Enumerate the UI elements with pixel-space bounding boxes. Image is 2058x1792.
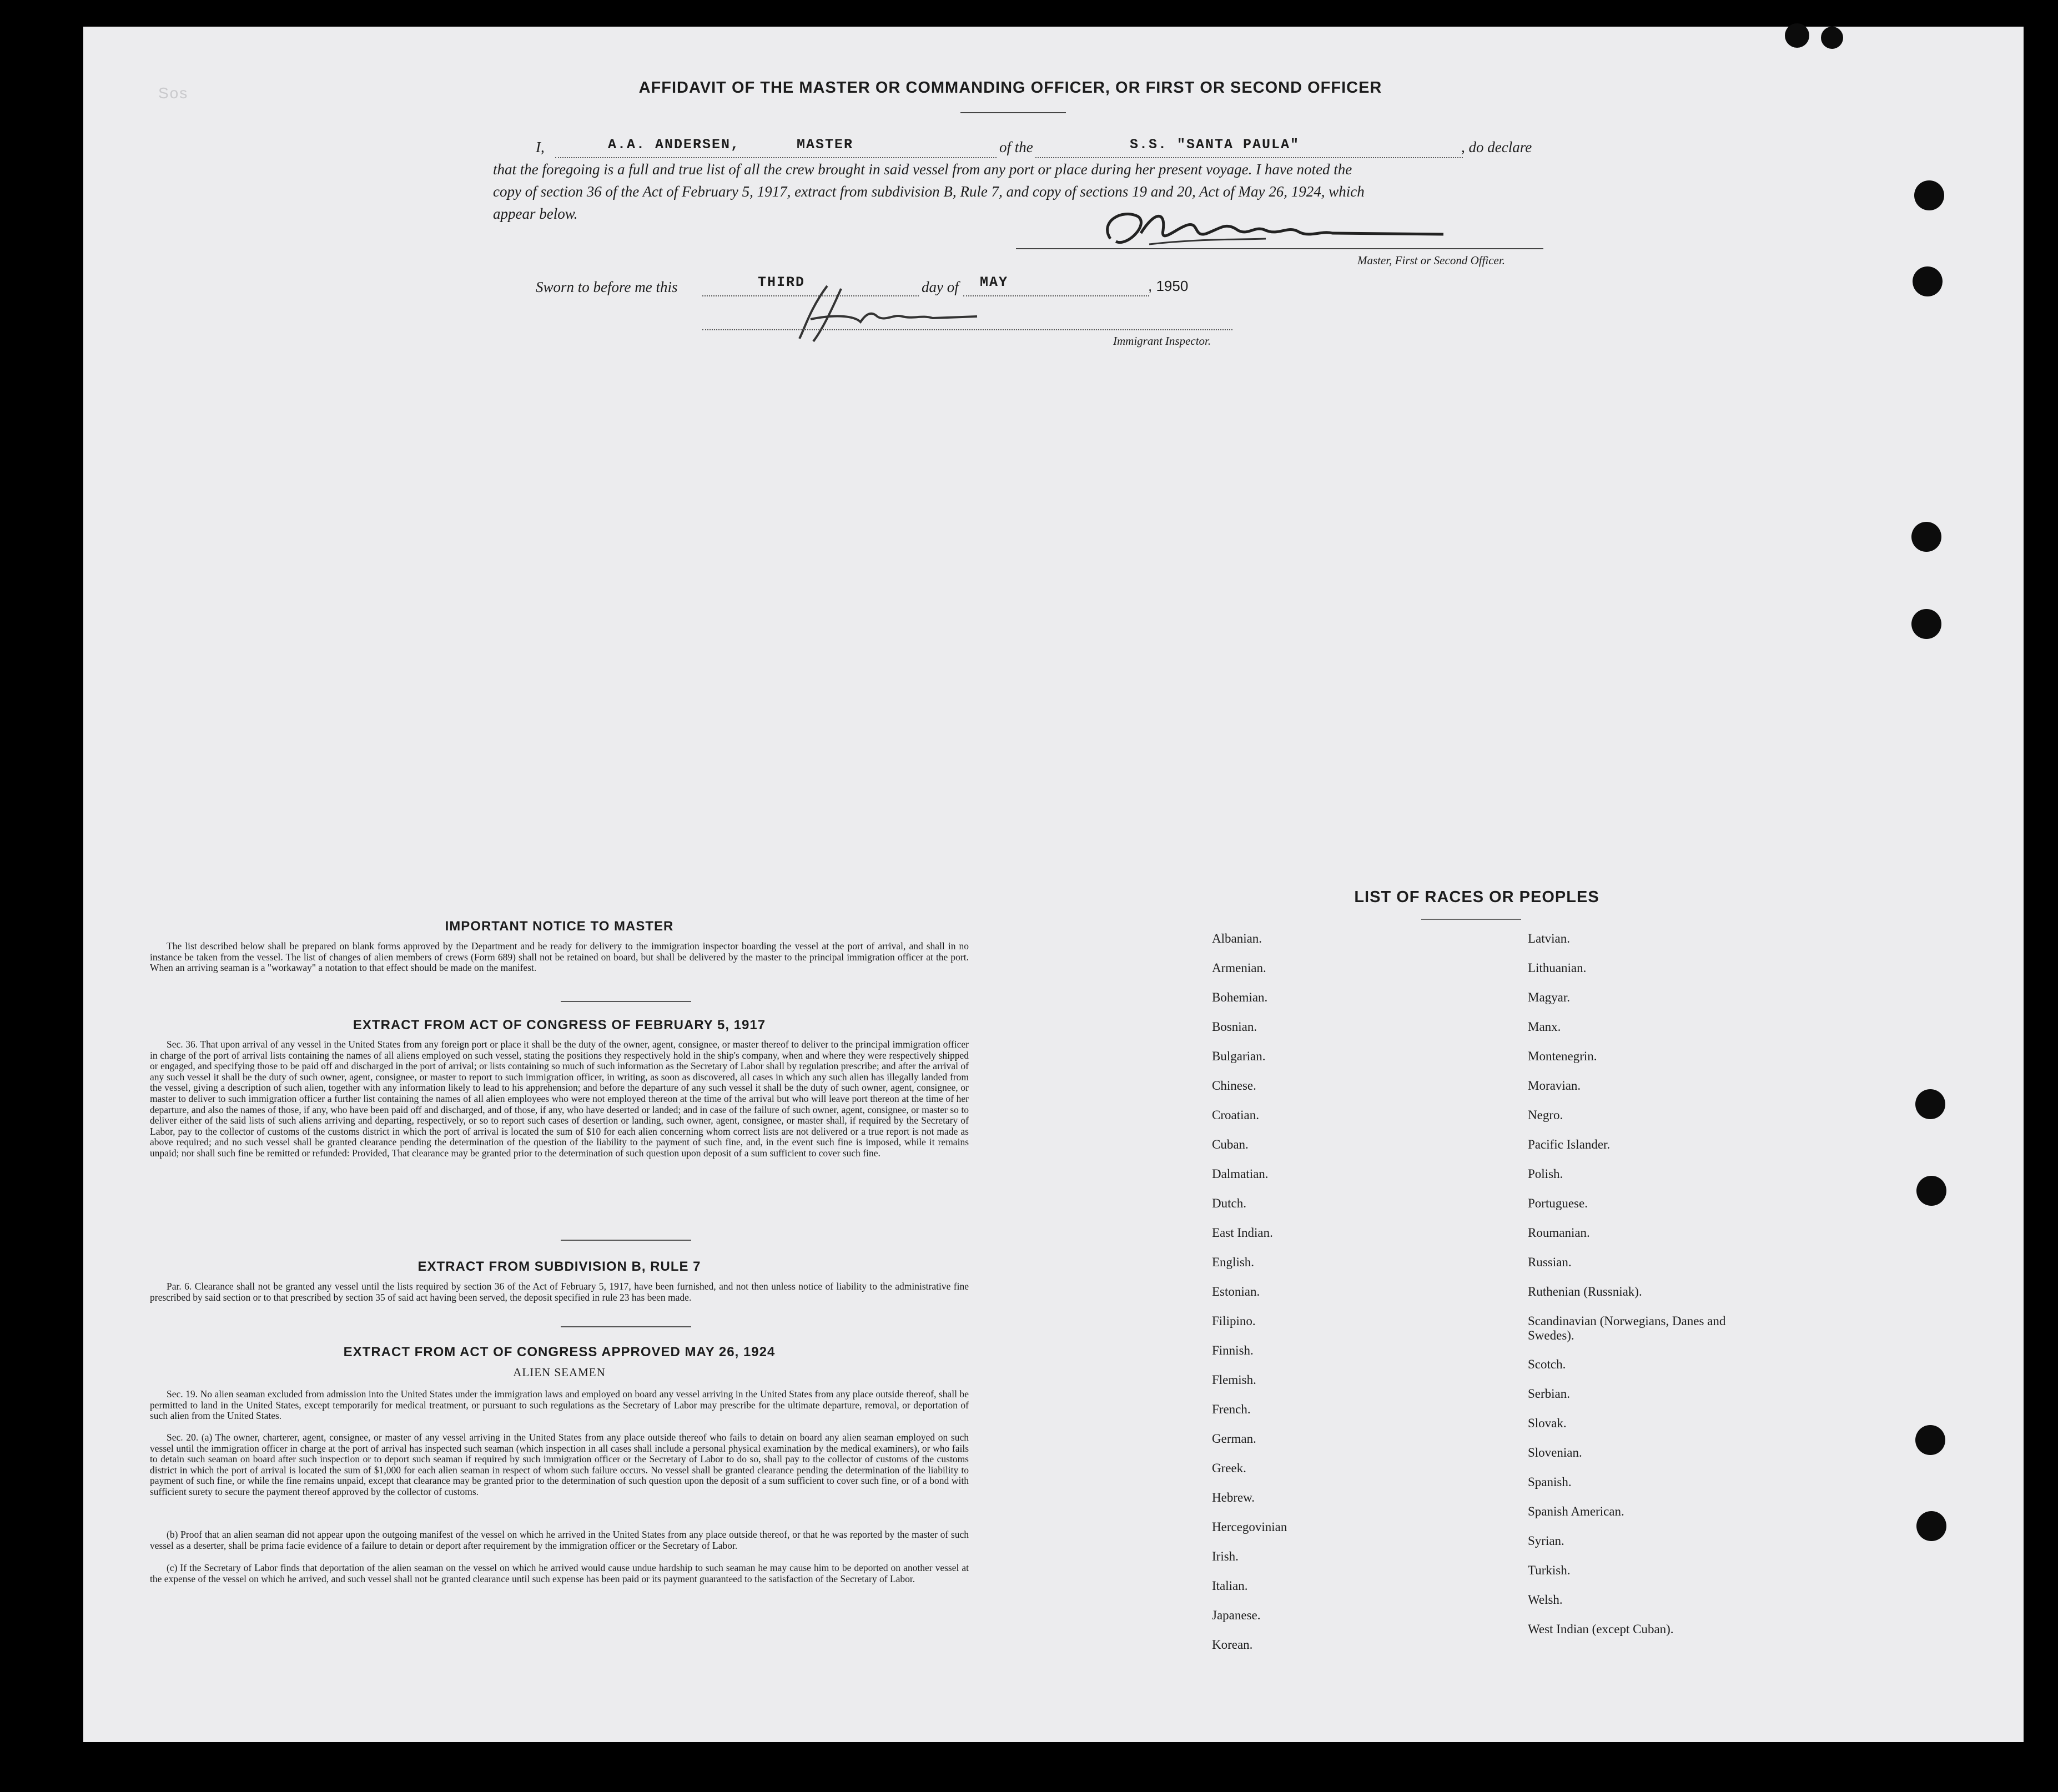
declaration-pronoun: I,	[536, 139, 545, 155]
race-item: East Indian.	[1212, 1226, 1273, 1240]
extract-1924-section-20b: (b) Proof that an alien seaman did not appear upon the outgoing manifest of the vessel on which he arrived in the United States from any place outside thereof, or that he was reported by the master of such vessel as a deserter, shall be prima facie evidence of a failure to detain or deport after requirement by the immigration officer or the Secretary of Labor.	[150, 1529, 969, 1551]
punch-hole	[1915, 1089, 1945, 1119]
punch-hole	[1916, 1176, 1946, 1206]
race-item: Greek.	[1212, 1461, 1246, 1475]
title-rule	[960, 112, 1066, 113]
notice-divider	[561, 1001, 691, 1002]
top-right-punch-mark	[1821, 27, 1843, 49]
extract-1924-section-20c: (c) If the Secretary of Labor finds that deportation of the alien seaman on the vessel on which he arrived would cause undue hardship to such seaman he may cause him to be deported on another vessel at the expense of the vessel on which he arrived, and such vessel shall not be granted clearance until such expense has been paid or its payment guaranteed to the satisfaction of the Secretary of Labor.	[150, 1562, 969, 1584]
punch-hole	[1911, 609, 1941, 639]
declaration-line-3: copy of section 36 of the Act of February 5, 1917, extract from subdivision B, Rule 7, and copy of sections 19 and 20, Act of May 26, 1924, which	[493, 183, 1365, 200]
notice-body: The list described below shall be prepared on blank forms approved by the Department and be ready for delivery to the immigration inspector boarding the vessel at the port of arrival, and shall in no instance be taken from the vessel. The list of changes of alien members of crews (Form 689) shall not be retained on board, but shall be delivered by the master to the principal immigration officer at the port. When an arriving seaman is a "workaway" a notation to that effect should be made on the manifest.	[150, 940, 969, 974]
race-item: Filipino.	[1212, 1314, 1256, 1328]
race-item: West Indian (except Cuban).	[1528, 1622, 1674, 1636]
race-item: Slovak.	[1528, 1416, 1567, 1430]
master-signature	[1088, 200, 1466, 261]
race-item: Portuguese.	[1528, 1196, 1588, 1210]
race-item: Croatian.	[1212, 1108, 1259, 1122]
notice-title: IMPORTANT NOTICE TO MASTER	[445, 919, 674, 934]
race-item: Irish.	[1212, 1549, 1239, 1563]
extract-1917-title: EXTRACT FROM ACT OF CONGRESS OF FEBRUARY 5, 1917	[353, 1018, 766, 1033]
vessel-name: S.S. "SANTA PAULA"	[1130, 137, 1300, 153]
race-item: Chinese.	[1212, 1079, 1256, 1093]
extract-1924-section-19: Sec. 19. No alien seaman excluded from admission into the United States under the immigration laws and employed on board any vessel arriving in the United States from any place outside thereof, shall be permitted to land in the United States, except temporarily for medical treatment, or pursuant to such regulations as the Secretary of Labor may prescribe for the ultimate departure, removal, or deportation of such alien from the United States.	[150, 1388, 969, 1422]
race-item: Bulgarian.	[1212, 1049, 1266, 1063]
race-item: Syrian.	[1528, 1534, 1564, 1548]
race-item: Estonian.	[1212, 1285, 1260, 1298]
vessel-blank	[1035, 157, 1463, 158]
punch-hole	[1914, 180, 1944, 210]
race-item: Italian.	[1212, 1579, 1248, 1593]
name-blank	[555, 157, 997, 158]
punch-hole	[1916, 1511, 1946, 1541]
master-signature-line	[1016, 248, 1543, 249]
do-declare-label: , do declare	[1461, 139, 1532, 155]
race-item: Welsh.	[1528, 1593, 1563, 1607]
inspector-signature	[788, 275, 988, 347]
race-item: Spanish American.	[1528, 1504, 1624, 1518]
declaration-line-4: appear below.	[493, 205, 578, 222]
extract-1917-body: Sec. 36. That upon arrival of any vessel in the United States from any foreign port or place it shall be the duty of the owner, agent, consignee, or master thereof to deliver to the principal immigration officer in charge of the port of arrival lists containing the names of all aliens employed on such vessel, stating the positions they respectively hold in the ship's company, when and where they were respectively shipped or engaged, and specifying those to be paid off and discharged in the port of arrival; or lists containing so much of such information as the Secretary of Labor shall by regulation prescribe; and after the arrival of any such vessel it shall be the duty of such owner, agent, consignee, or master to report to such immigration officer, in writing, as soon as discovered, all cases in which any such alien has illegally landed from the vessel, giving a description of such alien, together with any information likely to lead to his apprehension; and before the departure of any such vessel it shall be the duty of such owner, agent, consignee, or master to deliver to such immigration officer a further list containing the names of all alien employees who were not employed thereon at the time of the arrival but who will leave port thereon at the time of her departure, and also the names of those, if any, who have been paid off and discharged, and of those, if any, who have deserted or landed; and in case of the failure of such owner, agent, consignee, or master so to deliver either of the said lists of such aliens arriving and departing, respectively, or so to report such cases of desertion or landing, such owner, agent, consignee, or master shall, if required by the Secretary of Labor, pay to the collector of customs of the customs district in which the port of arrival is located the sum of $10 for each alien concerning whom correct lists are not delivered or a true report is not made as above required; and no such vessel shall be granted clearance pending the determination of the question of the liability to the payment of such fine, and, in the event such fine is imposed, while it remains unpaid; nor shall such fine be remitted or refunded: Provided, That clearance may be granted prior to the determination of such question upon deposit of a sum sufficient to cover such fine.	[150, 1039, 969, 1159]
race-item: Magyar.	[1528, 990, 1571, 1004]
subdivision-b-divider	[561, 1326, 691, 1327]
race-item: Dutch.	[1212, 1196, 1246, 1210]
of-the-label: of the	[999, 139, 1033, 155]
race-item: Albanian.	[1212, 932, 1262, 945]
inspector-signature-line	[702, 329, 1232, 330]
corner-mark: Sos	[158, 84, 189, 102]
sworn-prefix: Sworn to before me this	[536, 279, 678, 295]
race-item: German.	[1212, 1432, 1256, 1446]
officer-name: A.A. ANDERSEN,	[608, 137, 741, 153]
declaration-line-2: that the foregoing is a full and true list of all the crew brought in said vessel from any port or place during her present voyage. I have noted the	[493, 161, 1352, 178]
race-item: Manx.	[1528, 1020, 1561, 1034]
top-right-punch-mark	[1785, 23, 1809, 48]
sworn-year: , 1950	[1148, 278, 1189, 294]
race-item: Dalmatian.	[1212, 1167, 1269, 1181]
race-item: Slovenian.	[1528, 1446, 1582, 1459]
race-item: Russian.	[1528, 1255, 1572, 1269]
races-column-right	[1528, 932, 1739, 1652]
sworn-month: MAY	[980, 274, 1009, 290]
subdivision-b-title: EXTRACT FROM SUBDIVISION B, RULE 7	[417, 1259, 701, 1274]
punch-hole	[1915, 1425, 1945, 1455]
sworn-day: THIRD	[758, 274, 806, 290]
race-item: Hercegovinian	[1212, 1520, 1287, 1534]
race-item: Korean.	[1212, 1638, 1253, 1652]
extract-1924-subtitle: ALIEN SEAMEN	[513, 1366, 606, 1379]
race-item: Lithuanian.	[1528, 961, 1587, 975]
affidavit-title: AFFIDAVIT OF THE MASTER OR COMMANDING OFFICER, OR FIRST OR SECOND OFFICER	[638, 79, 1382, 97]
month-blank	[963, 295, 1149, 296]
extract-1924-section-20a: Sec. 20. (a) The owner, charterer, agent, consignee, or master of any vessel arriving in the United States from any place outside thereof who fails to detain on board any alien seaman employed on such vessel until the immigration officer in charge at the port of arrival has inspected such seaman (which inspection in all cases shall include a personal physical examination by the medical examiners), or who fails to detain such seaman on board after such inspection or to deport such seaman if required by such immigration officer or the Secretary of Labor to do so, shall pay to the collector of customs of the customs district in which the port of arrival is located the sum of $1,000 for each alien seaman in respect of whom such failure occurs. No vessel shall be granted clearance pending the determination of the liability to payment of such fine, or while the fine remains unpaid, except that clearance may be granted prior to the determination of such question upon the deposit of a sum sufficient to cover such fine, or of a bond with sufficient surety to secure the payment thereof approved by the collector of customs.	[150, 1432, 969, 1497]
race-item: Armenian.	[1212, 961, 1266, 975]
races-title-rule	[1421, 919, 1521, 920]
race-item: French.	[1212, 1402, 1251, 1416]
race-item: Pacific Islander.	[1528, 1137, 1611, 1151]
race-item: Hebrew.	[1212, 1491, 1255, 1504]
race-item: Polish.	[1528, 1167, 1563, 1181]
race-item: English.	[1212, 1255, 1255, 1269]
race-item: Turkish.	[1528, 1563, 1571, 1577]
race-item: Roumanian.	[1528, 1226, 1590, 1240]
race-item: Negro.	[1528, 1108, 1563, 1122]
day-of-label: day of	[922, 279, 959, 295]
race-item: Flemish.	[1212, 1373, 1256, 1387]
races-column-left	[1212, 932, 1287, 1667]
race-item: Latvian.	[1528, 932, 1570, 945]
master-signature-caption: Master, First or Second Officer.	[1357, 254, 1505, 267]
race-item: Japanese.	[1212, 1608, 1261, 1622]
race-item: Finnish.	[1212, 1343, 1254, 1357]
race-item: Scandinavian (Norwegians, Danes and Swedes).	[1528, 1314, 1726, 1342]
race-item: Bosnian.	[1212, 1020, 1257, 1034]
race-item: Serbian.	[1528, 1387, 1571, 1401]
race-item: Scotch.	[1528, 1357, 1566, 1371]
race-item: Cuban.	[1212, 1137, 1249, 1151]
officer-rank: MASTER	[797, 137, 854, 153]
extract-1917-divider	[561, 1240, 691, 1241]
inspector-caption: Immigrant Inspector.	[1113, 334, 1211, 348]
races-title: LIST OF RACES OR PEOPLES	[1354, 888, 1599, 906]
race-item: Moravian.	[1528, 1079, 1581, 1093]
race-item: Ruthenian (Russniak).	[1528, 1285, 1642, 1298]
race-item: Spanish.	[1528, 1475, 1572, 1489]
race-item: Bohemian.	[1212, 990, 1268, 1004]
punch-hole	[1913, 266, 1943, 296]
subdivision-b-body: Par. 6. Clearance shall not be granted any vessel until the lists required by section 36 of the Act of February 5, 1917, have been furnished, and not then unless notice of liability to the administrative fine prescribed by said section or to that prescribed by section 35 of said act having been served, the deposit specified in rule 23 has been made.	[150, 1281, 969, 1303]
extract-1924-title: EXTRACT FROM ACT OF CONGRESS APPROVED MAY 26, 1924	[343, 1345, 776, 1360]
punch-hole	[1911, 522, 1941, 552]
race-item: Montenegrin.	[1528, 1049, 1597, 1063]
